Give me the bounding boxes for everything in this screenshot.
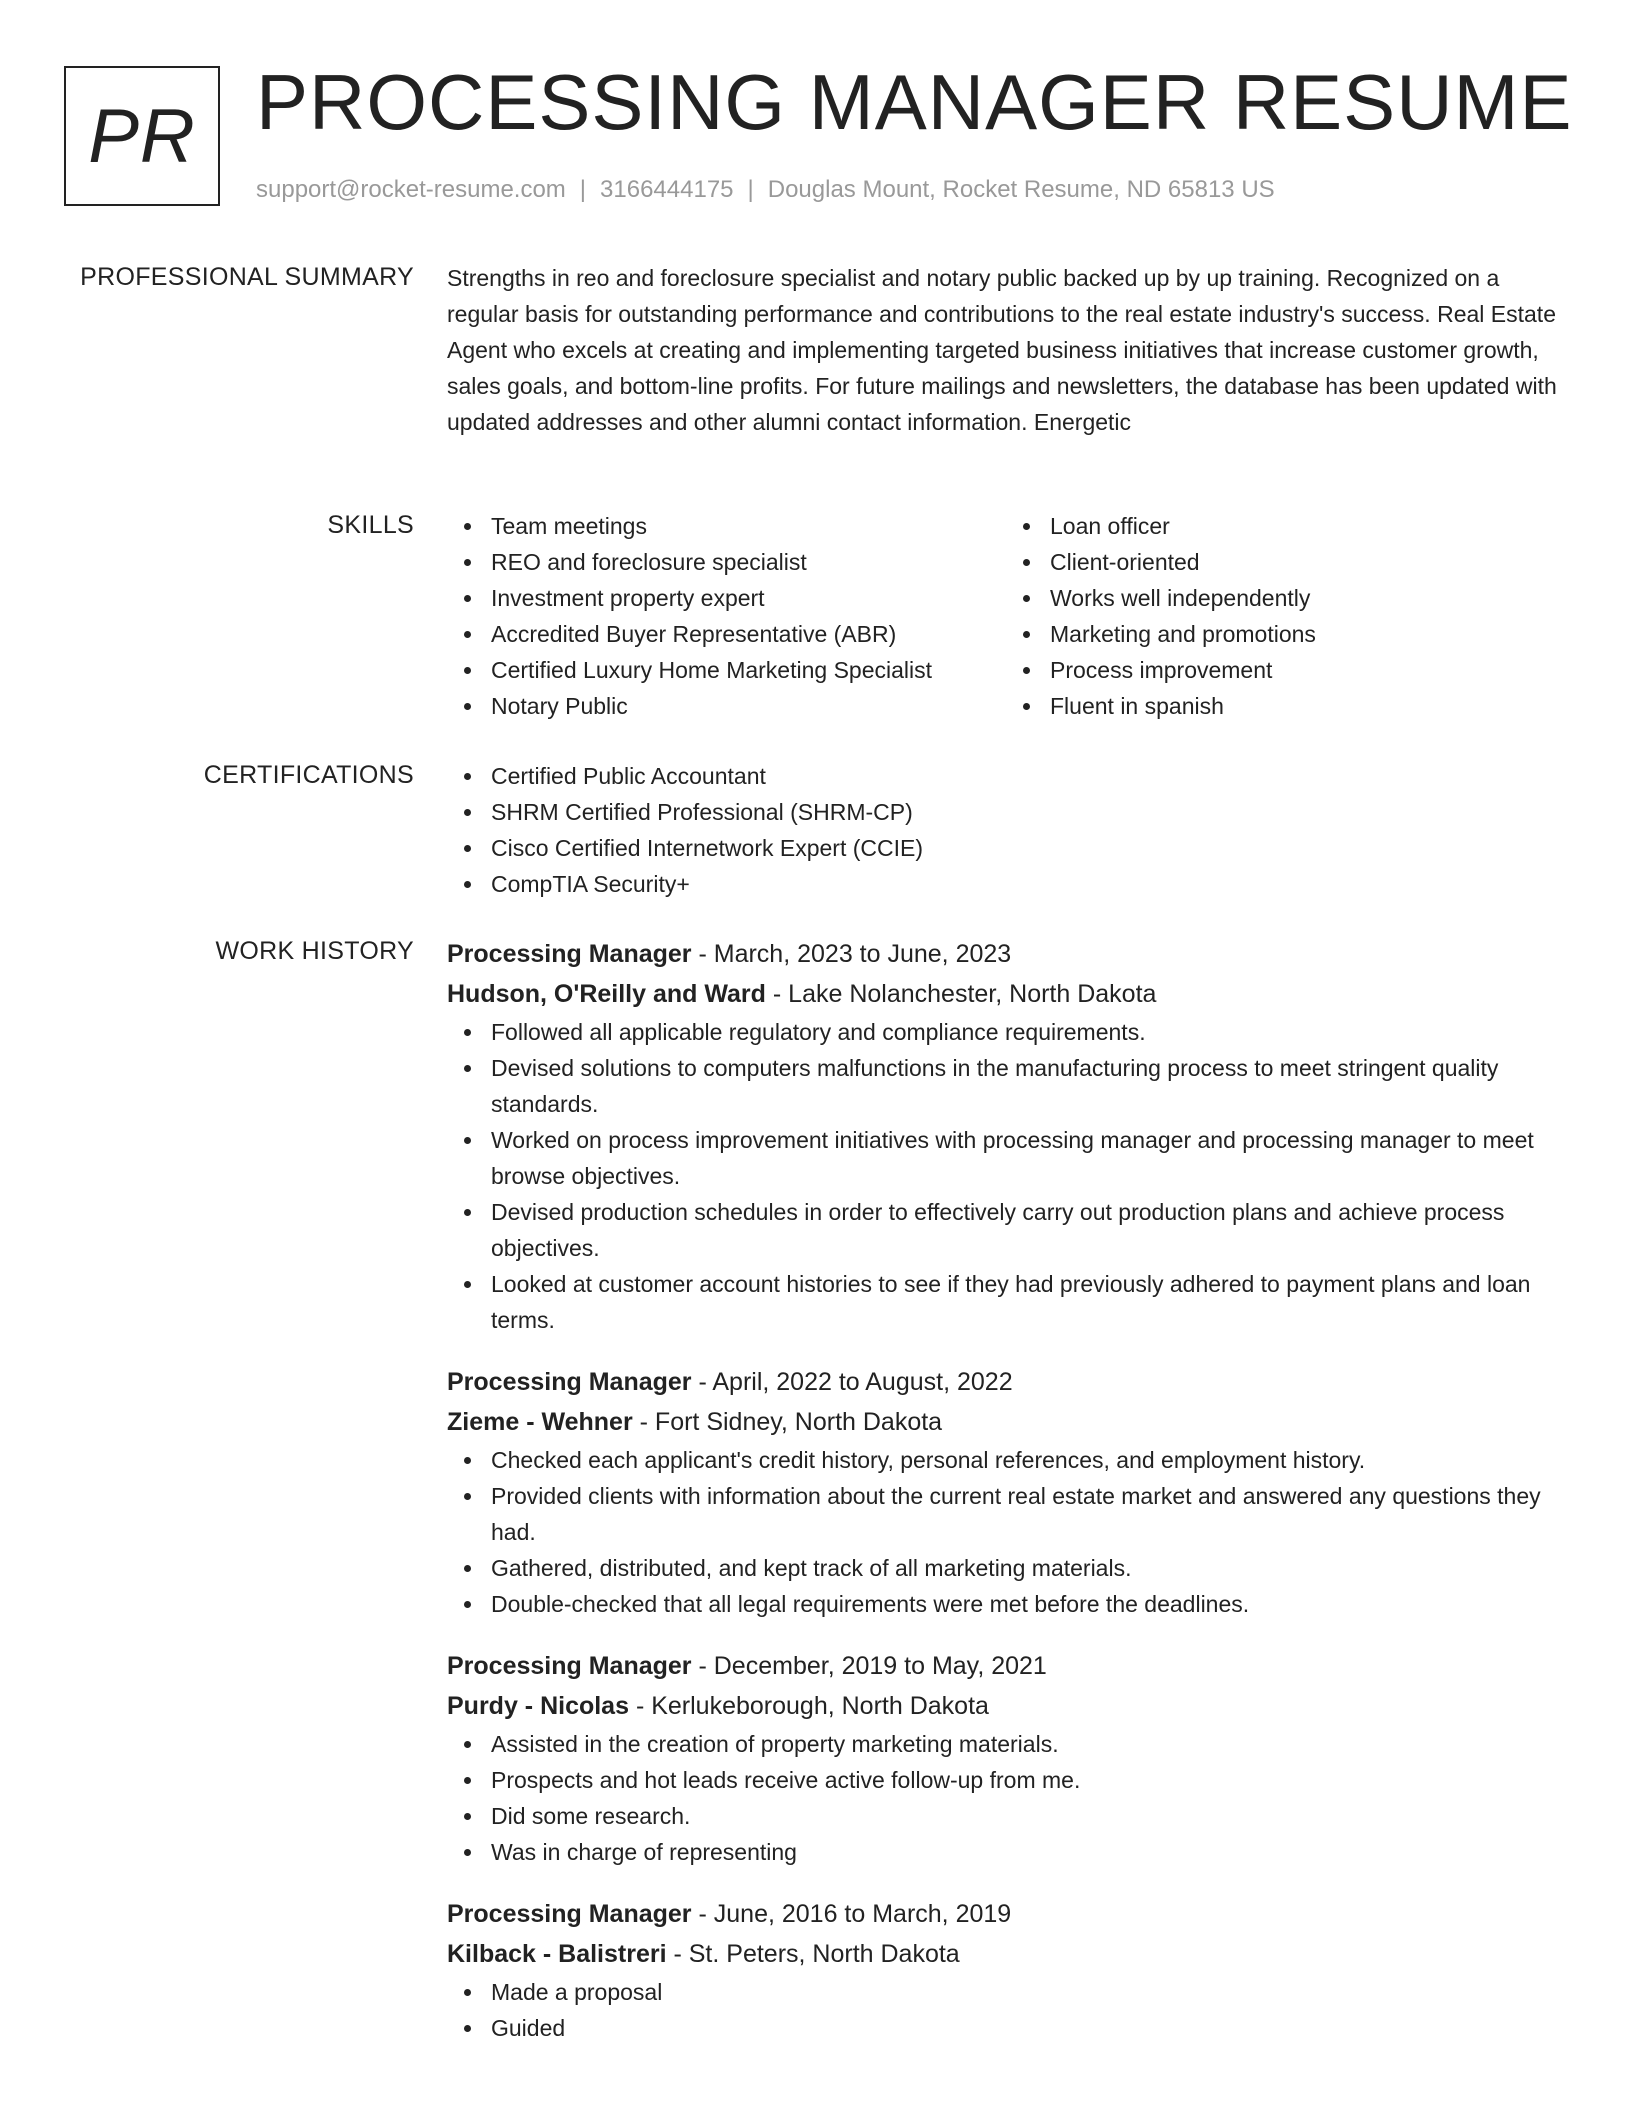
- skill-item: Investment property expert: [491, 580, 996, 616]
- job-company-line: [447, 1686, 1562, 1726]
- job-duty: Devised solutions to computers malfunctions in the manufacturing process to meet stringent quality standards.: [491, 1050, 1562, 1122]
- skill-item: Process improvement: [1050, 652, 1555, 688]
- resume-title: PROCESSING MANAGER RESUME: [256, 58, 1573, 146]
- job-duty: Guided: [491, 2010, 1562, 2046]
- job-location: - St. Peters, North Dakota: [673, 1940, 960, 1968]
- job-title-line: [447, 934, 1562, 974]
- contact-separator: |: [579, 176, 587, 203]
- skills-list-left: [447, 508, 996, 724]
- job-entry: [447, 1362, 1562, 1622]
- job-location: - Kerlukeborough, North Dakota: [635, 1692, 989, 1720]
- job-title-line: [447, 1646, 1562, 1686]
- job-role: Processing Manager: [447, 1900, 692, 1928]
- skills-list-right: [996, 508, 1555, 724]
- skill-item: Fluent in spanish: [1050, 688, 1555, 724]
- summary-body: [447, 260, 1562, 440]
- job-company: Purdy - Nicolas: [447, 1692, 629, 1720]
- job-duty: Prospects and hot leads receive active follow-up from me.: [491, 1762, 1562, 1798]
- job-company-line: [447, 974, 1562, 1014]
- job-duty: Did some research.: [491, 1798, 1562, 1834]
- certifications-body: [447, 758, 1562, 902]
- work-history-body: [447, 934, 1562, 2070]
- certification-item: CompTIA Security+: [491, 866, 1562, 902]
- skill-item: Team meetings: [491, 508, 996, 544]
- job-duty: Checked each applicant's credit history, personal references, and employment history.: [491, 1442, 1562, 1478]
- job-location: - Lake Nolanchester, North Dakota: [772, 980, 1157, 1008]
- skill-item: Works well independently: [1050, 580, 1555, 616]
- job-duty: Made a proposal: [491, 1974, 1562, 2010]
- job-title-line: [447, 1362, 1562, 1402]
- job-title-line: [447, 1894, 1562, 1934]
- work-history-heading: WORK HISTORY: [215, 937, 414, 965]
- job-duty: Looked at customer account histories to see if they had previously adhered to payment plans and loan terms.: [491, 1266, 1562, 1338]
- skill-item: Notary Public: [491, 688, 996, 724]
- job-duty: Double-checked that all legal requirements were met before the deadlines.: [491, 1586, 1562, 1622]
- job-duties-list: [447, 1014, 1562, 1338]
- contact-separator: |: [747, 176, 754, 203]
- skill-item: Certified Luxury Home Marketing Specialist: [491, 652, 996, 688]
- contact-line: [256, 174, 1275, 206]
- summary-heading: PROFESSIONAL SUMMARY: [80, 263, 414, 291]
- job-entry: [447, 1646, 1562, 1870]
- summary-text: Strengths in reo and foreclosure specialist and notary public backed up by up training. Recognized on a regular basis for outstanding performance and contributions to the real estate industry's success. Real Estate Agent who excels at creating and implementing targeted business initiatives that increase customer growth, sales goals, and bottom-line profits. For future mailings and newsletters, the database has been updated with updated addresses and other alumni contact information. Energetic: [447, 265, 1557, 435]
- job-duties-list: [447, 1974, 1562, 2046]
- job-company-line: [447, 1934, 1562, 1974]
- contact-phone: 3166444175: [600, 176, 734, 203]
- skill-item: REO and foreclosure specialist: [491, 544, 996, 580]
- job-location: - Fort Sidney, North Dakota: [639, 1408, 943, 1436]
- job-role: Processing Manager: [447, 1368, 692, 1396]
- skills-heading: SKILLS: [327, 511, 414, 539]
- job-company: Hudson, O'Reilly and Ward: [447, 980, 766, 1008]
- certification-item: Cisco Certified Internetwork Expert (CCIE): [491, 830, 1562, 866]
- job-role: Processing Manager: [447, 1652, 692, 1680]
- job-duty: Worked on process improvement initiatives with processing manager and processing manager to meet browse objectives.: [491, 1122, 1562, 1194]
- monogram-initials: PR: [88, 93, 196, 179]
- skill-item: Accredited Buyer Representative (ABR): [491, 616, 996, 652]
- contact-address: Douglas Mount, Rocket Resume, ND 65813 US: [767, 176, 1275, 203]
- certification-item: SHRM Certified Professional (SHRM-CP): [491, 794, 1562, 830]
- job-duty: Devised production schedules in order to effectively carry out production plans and achieve process objectives.: [491, 1194, 1562, 1266]
- certifications-list: [447, 758, 1562, 902]
- job-entry: [447, 934, 1562, 1338]
- job-dates: - December, 2019 to May, 2021: [698, 1652, 1047, 1680]
- job-dates: - June, 2016 to March, 2019: [698, 1900, 1012, 1928]
- skill-item: Client-oriented: [1050, 544, 1555, 580]
- job-duty: Gathered, distributed, and kept track of all marketing materials.: [491, 1550, 1562, 1586]
- skill-item: Loan officer: [1050, 508, 1555, 544]
- job-entry: [447, 1894, 1562, 2046]
- job-company: Zieme - Wehner: [447, 1408, 633, 1436]
- job-dates: - April, 2022 to August, 2022: [698, 1368, 1013, 1396]
- job-duties-list: [447, 1442, 1562, 1622]
- job-duty: Provided clients with information about the current real estate market and answered any questions they had.: [491, 1478, 1562, 1550]
- job-duty: Followed all applicable regulatory and compliance requirements.: [491, 1014, 1562, 1050]
- skill-item: Marketing and promotions: [1050, 616, 1555, 652]
- skills-body: [447, 508, 1562, 724]
- certifications-heading: CERTIFICATIONS: [203, 761, 414, 789]
- certification-item: Certified Public Accountant: [491, 758, 1562, 794]
- job-dates: - March, 2023 to June, 2023: [698, 940, 1012, 968]
- contact-email: support@rocket-resume.com: [256, 176, 566, 203]
- job-duty: Was in charge of representing: [491, 1834, 1562, 1870]
- job-duty: Assisted in the creation of property marketing materials.: [491, 1726, 1562, 1762]
- job-company-line: [447, 1402, 1562, 1442]
- monogram-logo: [64, 66, 220, 206]
- job-role: Processing Manager: [447, 940, 692, 968]
- job-company: Kilback - Balistreri: [447, 1940, 667, 1968]
- job-duties-list: [447, 1726, 1562, 1870]
